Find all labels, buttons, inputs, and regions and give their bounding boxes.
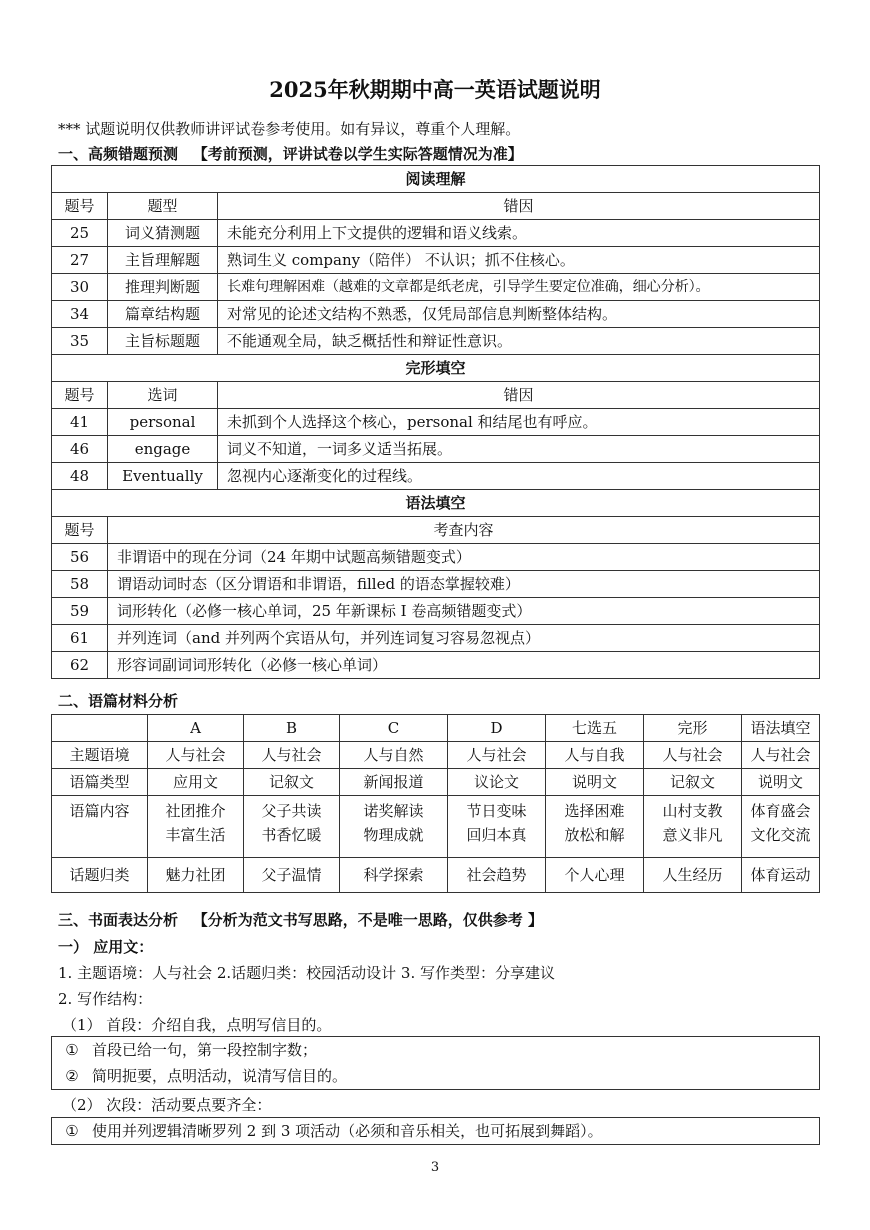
tested-content: 非谓语中的现在分词（24 年期中试题高频错题变式） <box>108 544 820 571</box>
cell-line: 文化交流 <box>750 826 811 844</box>
table-header: 题号 <box>52 517 108 544</box>
section3-heading: 三、书面表达分析 <box>58 911 179 929</box>
table-row <box>52 544 820 571</box>
table-cell: 记叙文 <box>244 769 340 796</box>
cell-line: 体育盛会 <box>750 802 811 820</box>
table-row <box>52 247 820 274</box>
table-cell <box>340 796 448 858</box>
question-number: 35 <box>52 328 108 355</box>
cell-line: 丰富生活 <box>165 826 226 844</box>
table-header: 题号 <box>52 193 108 220</box>
table-cell: 记叙文 <box>644 769 742 796</box>
table-cell: 人与社会 <box>448 742 546 769</box>
error-reason: 忽视内心逐渐变化的过程线。 <box>218 463 820 490</box>
tested-content: 谓语动词时态（区分谓语和非谓语，filled 的语态掌握较难） <box>108 571 820 598</box>
table-cell: 说明文 <box>742 769 820 796</box>
cell-line: 放松和解 <box>564 826 625 844</box>
item-number: ① <box>65 1041 79 1059</box>
error-reason: 对常见的论述文结构不熟悉，仅凭局部信息判断整体结构。 <box>218 301 820 328</box>
question-type: 主旨理解题 <box>108 247 218 274</box>
cell-line: 选择困难 <box>564 802 625 820</box>
cell-line: 节日变味 <box>466 802 527 820</box>
table-row <box>52 652 820 679</box>
question-number: 41 <box>52 409 108 436</box>
table-row <box>52 301 820 328</box>
error-reason: 长难句理解困难（越难的文章都是纸老虎，引导学生要定位准确，细心分析）。 <box>218 274 820 301</box>
item-text: 使用并列逻辑清晰罗列 2 到 3 项活动（必须和音乐相关，也可拓展到舞蹈）。 <box>92 1122 603 1140</box>
question-type: 词义猜测题 <box>108 220 218 247</box>
column-header: D <box>448 715 546 742</box>
table-row <box>52 463 820 490</box>
error-reason: 不能通观全局，缺乏概括性和辩证性意识。 <box>218 328 820 355</box>
table-header: 选词 <box>108 382 218 409</box>
section1-heading-line <box>58 143 523 164</box>
document-title: 2025年秋期期中高一英语试题说明 <box>269 77 601 102</box>
column-header: 完形 <box>644 715 742 742</box>
table-cell: 人与自我 <box>546 742 644 769</box>
question-number: 62 <box>52 652 108 679</box>
row-label: 话题归类 <box>52 858 148 893</box>
section1-bracket-note: 【考前预测，评讲试卷以学生实际答题情况为准】 <box>192 145 523 163</box>
table-header: 考查内容 <box>108 517 820 544</box>
column-header: A <box>148 715 244 742</box>
question-number: 61 <box>52 625 108 652</box>
cell-line: 回归本真 <box>466 826 527 844</box>
question-number: 59 <box>52 598 108 625</box>
table-cell <box>644 796 742 858</box>
table-cell: 父子温情 <box>244 858 340 893</box>
cell-line: 社团推介 <box>165 802 226 820</box>
cell-line: 书香忆暖 <box>261 826 322 844</box>
table-row <box>52 742 820 769</box>
cell-line: 意义非凡 <box>662 826 723 844</box>
cell-line: 山村支教 <box>662 802 723 820</box>
list-item <box>52 1063 819 1089</box>
table-cell: 科学探索 <box>340 858 448 893</box>
table-row <box>52 409 820 436</box>
table-row <box>52 625 820 652</box>
section3-bracket-note: 【分析为范文书写思路，不是唯一思路，仅供参考 】 <box>192 911 544 929</box>
row-label: 主题语境 <box>52 742 148 769</box>
table-cell: 人生经历 <box>644 858 742 893</box>
question-number: 56 <box>52 544 108 571</box>
part2-box <box>51 1117 820 1145</box>
error-reason: 未能充分利用上下文提供的逻辑和语义线索。 <box>218 220 820 247</box>
question-number: 58 <box>52 571 108 598</box>
table-cell: 人与社会 <box>244 742 340 769</box>
usage-note: *** 试题说明仅供教师讲评试卷参考使用。如有异议，尊重个人理解。 <box>58 120 521 138</box>
table-row <box>52 571 820 598</box>
question-type: 篇章结构题 <box>108 301 218 328</box>
writing-context-line: 1. 主题语境：人与社会 2.话题归类：校园活动设计 3. 写作类型：分享建议 <box>58 964 556 982</box>
part1-box <box>51 1036 820 1090</box>
table-cell: 体育运动 <box>742 858 820 893</box>
table-cell: 新闻报道 <box>340 769 448 796</box>
question-type: 主旨标题题 <box>108 328 218 355</box>
section1-heading: 一、高频错题预测 <box>58 145 179 163</box>
cloze-title: 完形填空 <box>52 355 820 382</box>
error-reason: 未抓到个人选择这个核心，personal 和结尾也有呼应。 <box>218 409 820 436</box>
table-header: 题号 <box>52 382 108 409</box>
table-cell: 社会趋势 <box>448 858 546 893</box>
grammar-title: 语法填空 <box>52 490 820 517</box>
writing-structure-line: 2. 写作结构： <box>58 990 153 1008</box>
error-reason: 熟词生义 company（陪伴） 不认识；抓不住核心。 <box>218 247 820 274</box>
item-text: 简明扼要，点明活动，说清写信目的。 <box>92 1067 348 1085</box>
table-cell: 人与社会 <box>148 742 244 769</box>
table-row <box>52 598 820 625</box>
question-number: 30 <box>52 274 108 301</box>
tested-content: 并列连词（and 并列两个宾语从句，并列连词复习容易忽视点） <box>108 625 820 652</box>
row-label: 语篇类型 <box>52 769 148 796</box>
table-row <box>52 436 820 463</box>
table-cell: 应用文 <box>148 769 244 796</box>
error-reason: 词义不知道，一词多义适当拓展。 <box>218 436 820 463</box>
tested-content: 形容词副词词形转化（必修一核心单词） <box>108 652 820 679</box>
item-number: ② <box>65 1067 79 1085</box>
table-cell: 人与社会 <box>644 742 742 769</box>
table-row <box>52 328 820 355</box>
table-row <box>52 858 820 893</box>
question-number: 48 <box>52 463 108 490</box>
text-analysis-table <box>51 714 820 893</box>
table-cell <box>546 796 644 858</box>
table-row <box>52 220 820 247</box>
table-row <box>52 796 820 858</box>
column-header: C <box>340 715 448 742</box>
question-number: 34 <box>52 301 108 328</box>
part2-line: （2） 次段：活动要点要齐全： <box>62 1096 272 1114</box>
column-header <box>52 715 148 742</box>
cell-line: 物理成就 <box>363 826 424 844</box>
cell-line: 父子共读 <box>261 802 322 820</box>
list-item <box>52 1118 819 1144</box>
question-number: 46 <box>52 436 108 463</box>
table-cell: 议论文 <box>448 769 546 796</box>
table-cell <box>244 796 340 858</box>
column-header: 七选五 <box>546 715 644 742</box>
chosen-word: engage <box>108 436 218 463</box>
question-type: 推理判断题 <box>108 274 218 301</box>
table-cell <box>742 796 820 858</box>
column-header: 语法填空 <box>742 715 820 742</box>
table-row <box>52 274 820 301</box>
item-number: ① <box>65 1122 79 1140</box>
question-number: 27 <box>52 247 108 274</box>
part1-line: （1） 首段：介绍自我，点明写信目的。 <box>62 1016 332 1034</box>
page-number: 3 <box>430 1160 440 1175</box>
cell-line: 诺奖解读 <box>363 802 424 820</box>
table-cell: 人与自然 <box>340 742 448 769</box>
reading-title: 阅读理解 <box>52 166 820 193</box>
table-cell: 个人心理 <box>546 858 644 893</box>
table-cell: 人与社会 <box>742 742 820 769</box>
subsection-heading: 一） 应用文： <box>58 938 154 956</box>
table-header: 题型 <box>108 193 218 220</box>
table-row <box>52 769 820 796</box>
tested-content: 词形转化（必修一核心单词，25 年新课标 I 卷高频错题变式） <box>108 598 820 625</box>
section3-heading-line <box>58 909 543 930</box>
table-cell: 魅力社团 <box>148 858 244 893</box>
table-cell <box>448 796 546 858</box>
section2-heading: 二、语篇材料分析 <box>58 692 179 710</box>
error-prediction-table <box>51 165 820 679</box>
list-item <box>52 1037 819 1063</box>
chosen-word: personal <box>108 409 218 436</box>
item-text: 首段已给一句，第一段控制字数； <box>92 1041 318 1059</box>
table-header: 错因 <box>218 382 820 409</box>
row-label: 语篇内容 <box>52 796 148 858</box>
table-header: 错因 <box>218 193 820 220</box>
column-header: B <box>244 715 340 742</box>
question-number: 25 <box>52 220 108 247</box>
table-cell <box>148 796 244 858</box>
chosen-word: Eventually <box>108 463 218 490</box>
table-cell: 说明文 <box>546 769 644 796</box>
